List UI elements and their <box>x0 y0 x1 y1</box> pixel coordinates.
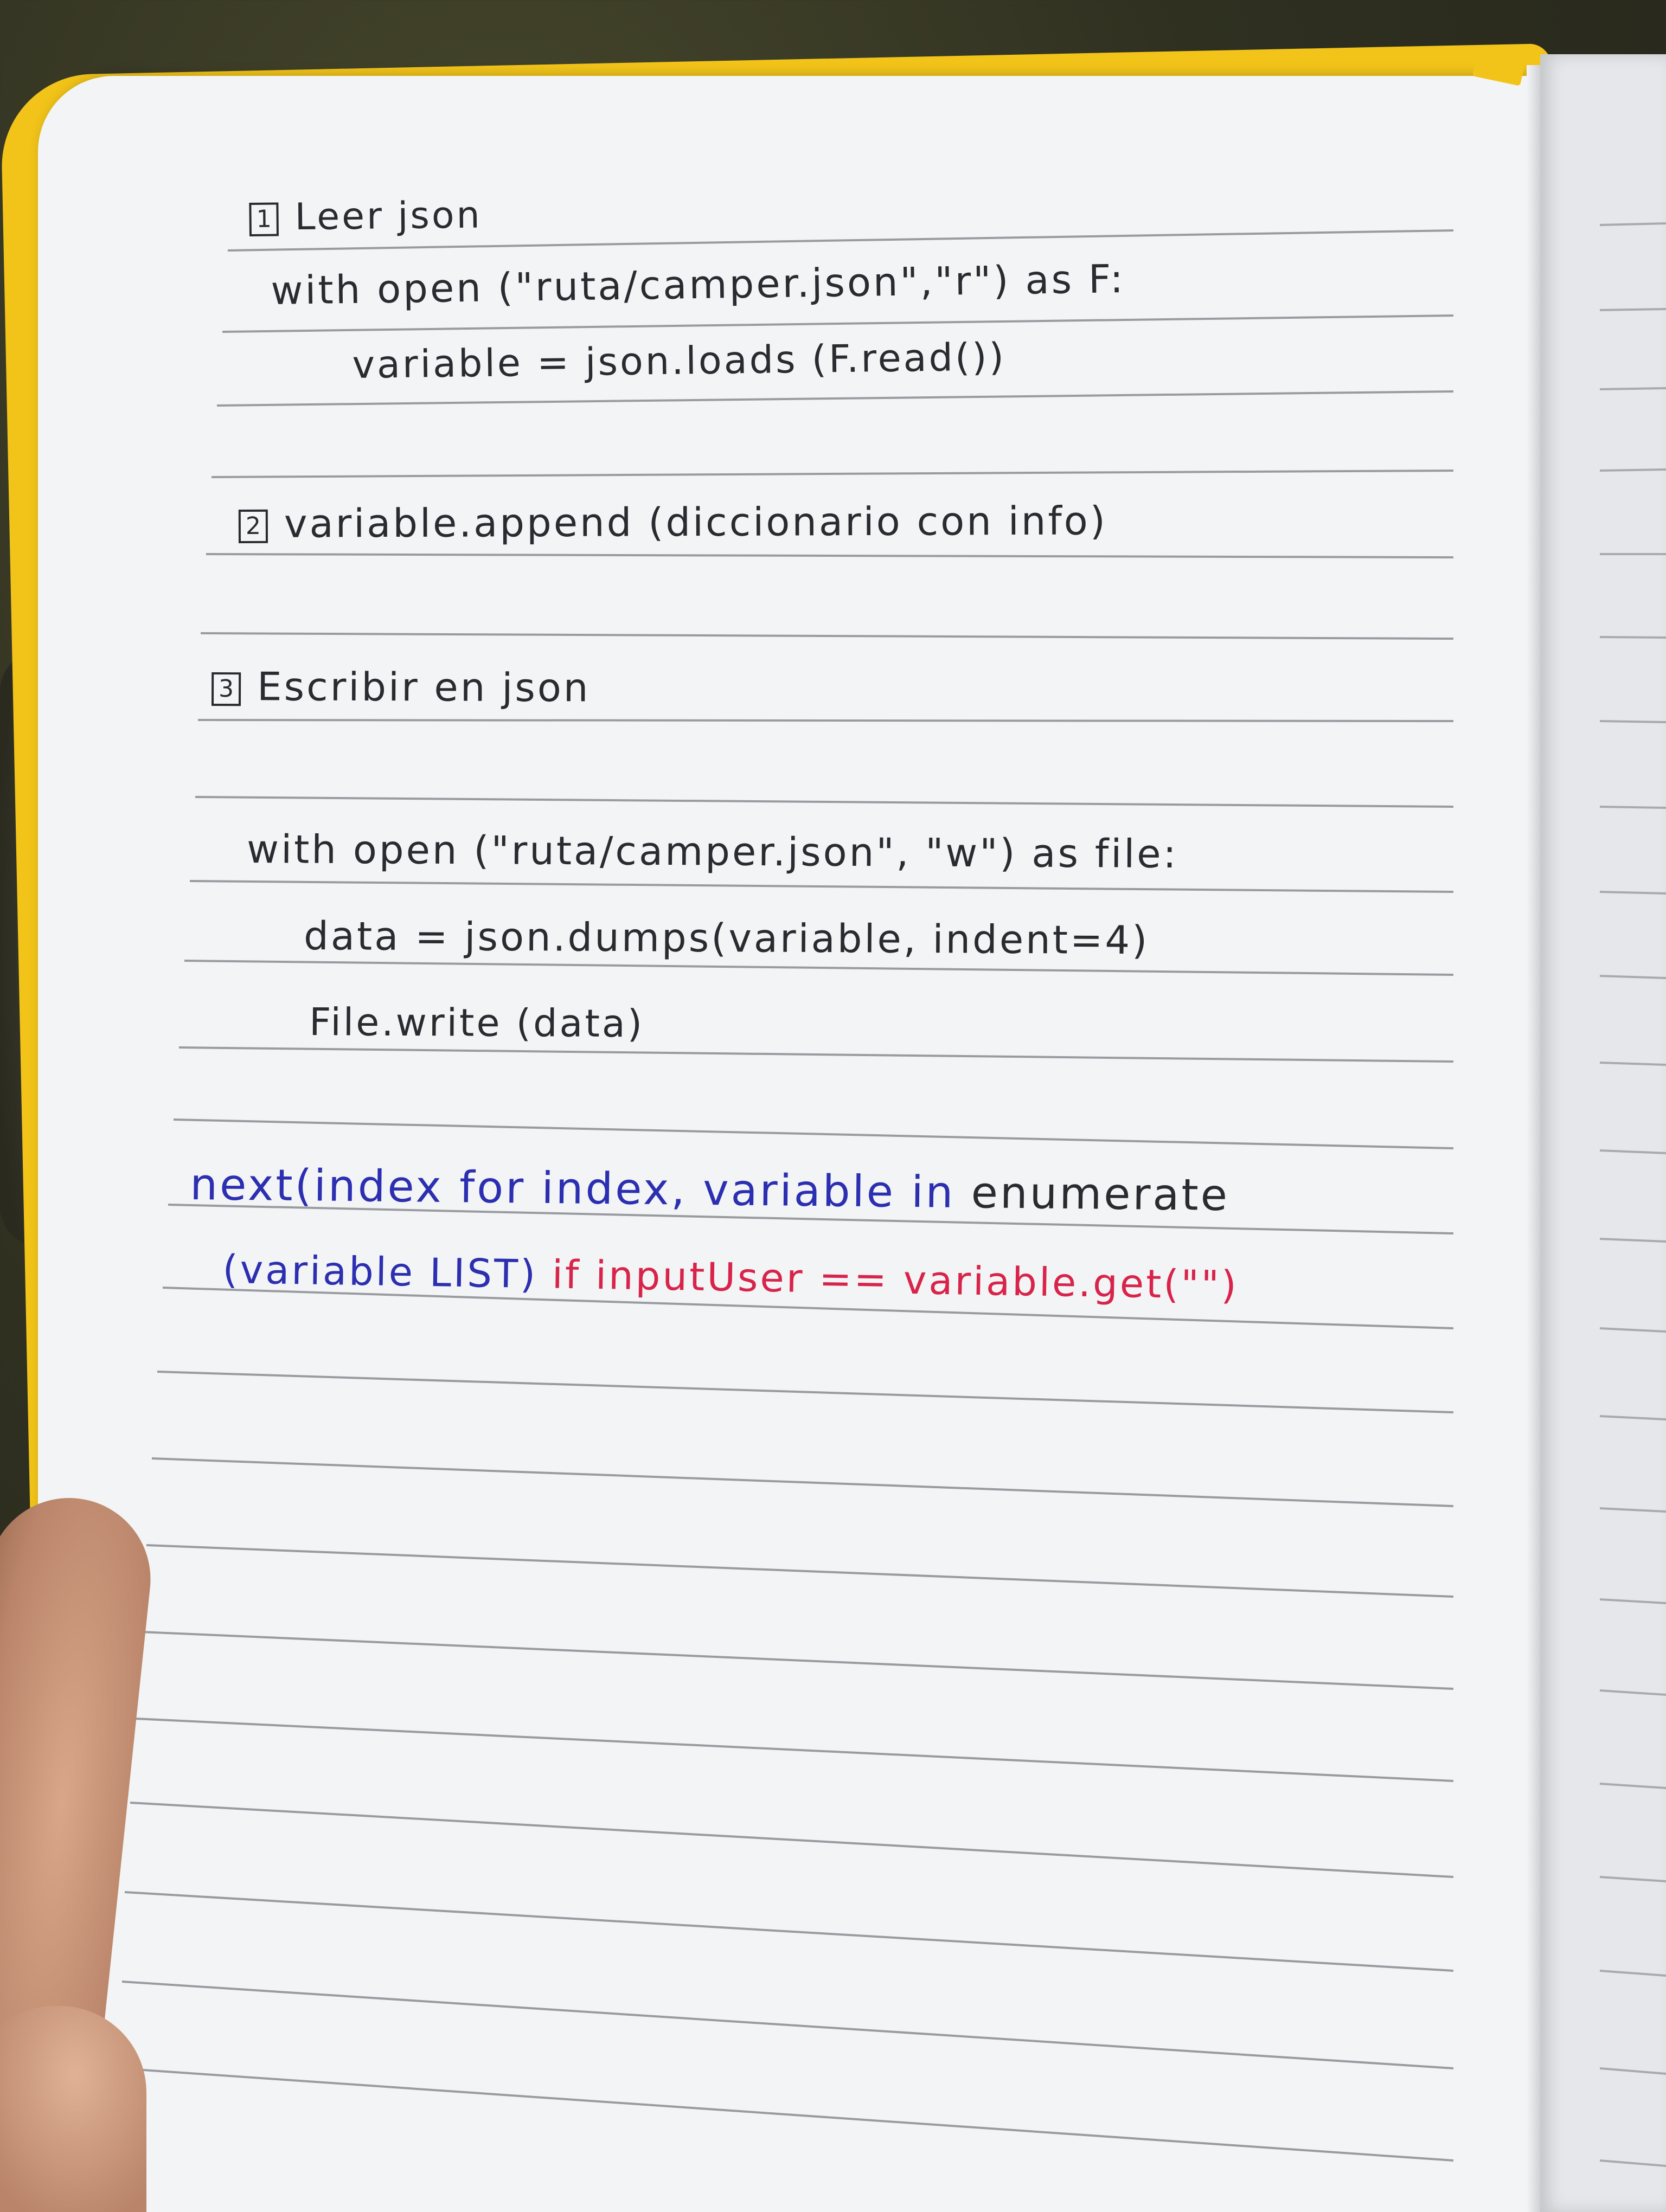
right-page-rule <box>1600 892 1666 893</box>
right-page-rule <box>1600 1877 1666 1881</box>
rule-line <box>125 1892 1453 1971</box>
right-page-rule <box>1600 1150 1666 1153</box>
rule-line <box>190 881 1453 892</box>
rule-line <box>179 1047 1453 1062</box>
right-page-rule <box>1600 1690 1666 1695</box>
next-line1 <box>189 1159 1230 1221</box>
step3-heading-row <box>212 664 591 711</box>
step1-line1: with open ("ruta/camper.json","r") as F: <box>270 256 1126 313</box>
rule-line <box>146 1545 1453 1597</box>
rule-line <box>184 961 1453 975</box>
right-page-rule <box>1600 807 1666 808</box>
rule-line <box>152 1458 1453 1506</box>
rule-line <box>212 471 1453 477</box>
rule-line <box>122 1982 1453 2068</box>
right-page-rule <box>1600 309 1666 310</box>
rule-line <box>206 554 1453 557</box>
step2-line1: variable.append (diccionario con info) <box>284 498 1108 546</box>
right-page-rule <box>1600 1599 1666 1603</box>
step2-number-box: 2 <box>239 510 268 543</box>
step2-row <box>239 498 1108 546</box>
rule-line <box>174 1120 1453 1148</box>
right-page-rule <box>1600 1063 1666 1065</box>
next-part1-red: enumerate <box>971 1167 1230 1221</box>
step1-line2: variable = json.loads (F.read()) <box>352 335 1007 387</box>
right-page-rule <box>1600 976 1666 978</box>
rule-line <box>217 391 1453 406</box>
step1-number-box: 1 <box>249 203 279 237</box>
right-page-rule <box>1600 223 1666 225</box>
holding-finger <box>0 2006 146 2212</box>
right-page-rule <box>1600 637 1666 638</box>
right-page-rule <box>1600 388 1666 389</box>
step3-line2: data = json.dumps(variable, indent=4) <box>303 913 1150 963</box>
step3-number-box: 3 <box>212 672 241 706</box>
rule-line <box>195 797 1453 807</box>
step1-heading-row <box>249 194 482 239</box>
rule-line <box>201 633 1453 639</box>
next-part2-blue: (variable LIST) <box>222 1246 538 1297</box>
rule-line <box>136 1719 1453 1781</box>
step3-line3: File.write (data) <box>309 1000 645 1046</box>
right-page-rule <box>1600 1784 1666 1788</box>
right-page-rule <box>1600 1239 1666 1242</box>
right-page-rule <box>1600 2068 1666 2074</box>
rule-line <box>119 2068 1453 2160</box>
rule-line <box>157 1372 1453 1412</box>
step1-heading: Leer json <box>294 194 482 239</box>
rule-line <box>141 1632 1453 1689</box>
right-page-rule <box>1600 1328 1666 1332</box>
right-page-rule <box>1600 1971 1666 1976</box>
step3-line1: with open ("ruta/camper.json", "w") as file: <box>246 826 1178 877</box>
rule-line <box>222 316 1453 332</box>
rule-line <box>198 720 1453 721</box>
next-part2-red: if inputUser == variable.get("") <box>552 1251 1239 1308</box>
step3-heading: Escribir en json <box>257 664 591 711</box>
right-page-rule <box>1600 721 1666 722</box>
right-page-rule <box>1600 2160 1666 2166</box>
right-page-rule <box>1600 1416 1666 1419</box>
right-page-rule <box>1600 1508 1666 1512</box>
rule-line <box>130 1803 1453 1877</box>
right-page-rule <box>1600 470 1666 471</box>
next-part1-blue: next(index for index, variable in <box>189 1159 956 1218</box>
